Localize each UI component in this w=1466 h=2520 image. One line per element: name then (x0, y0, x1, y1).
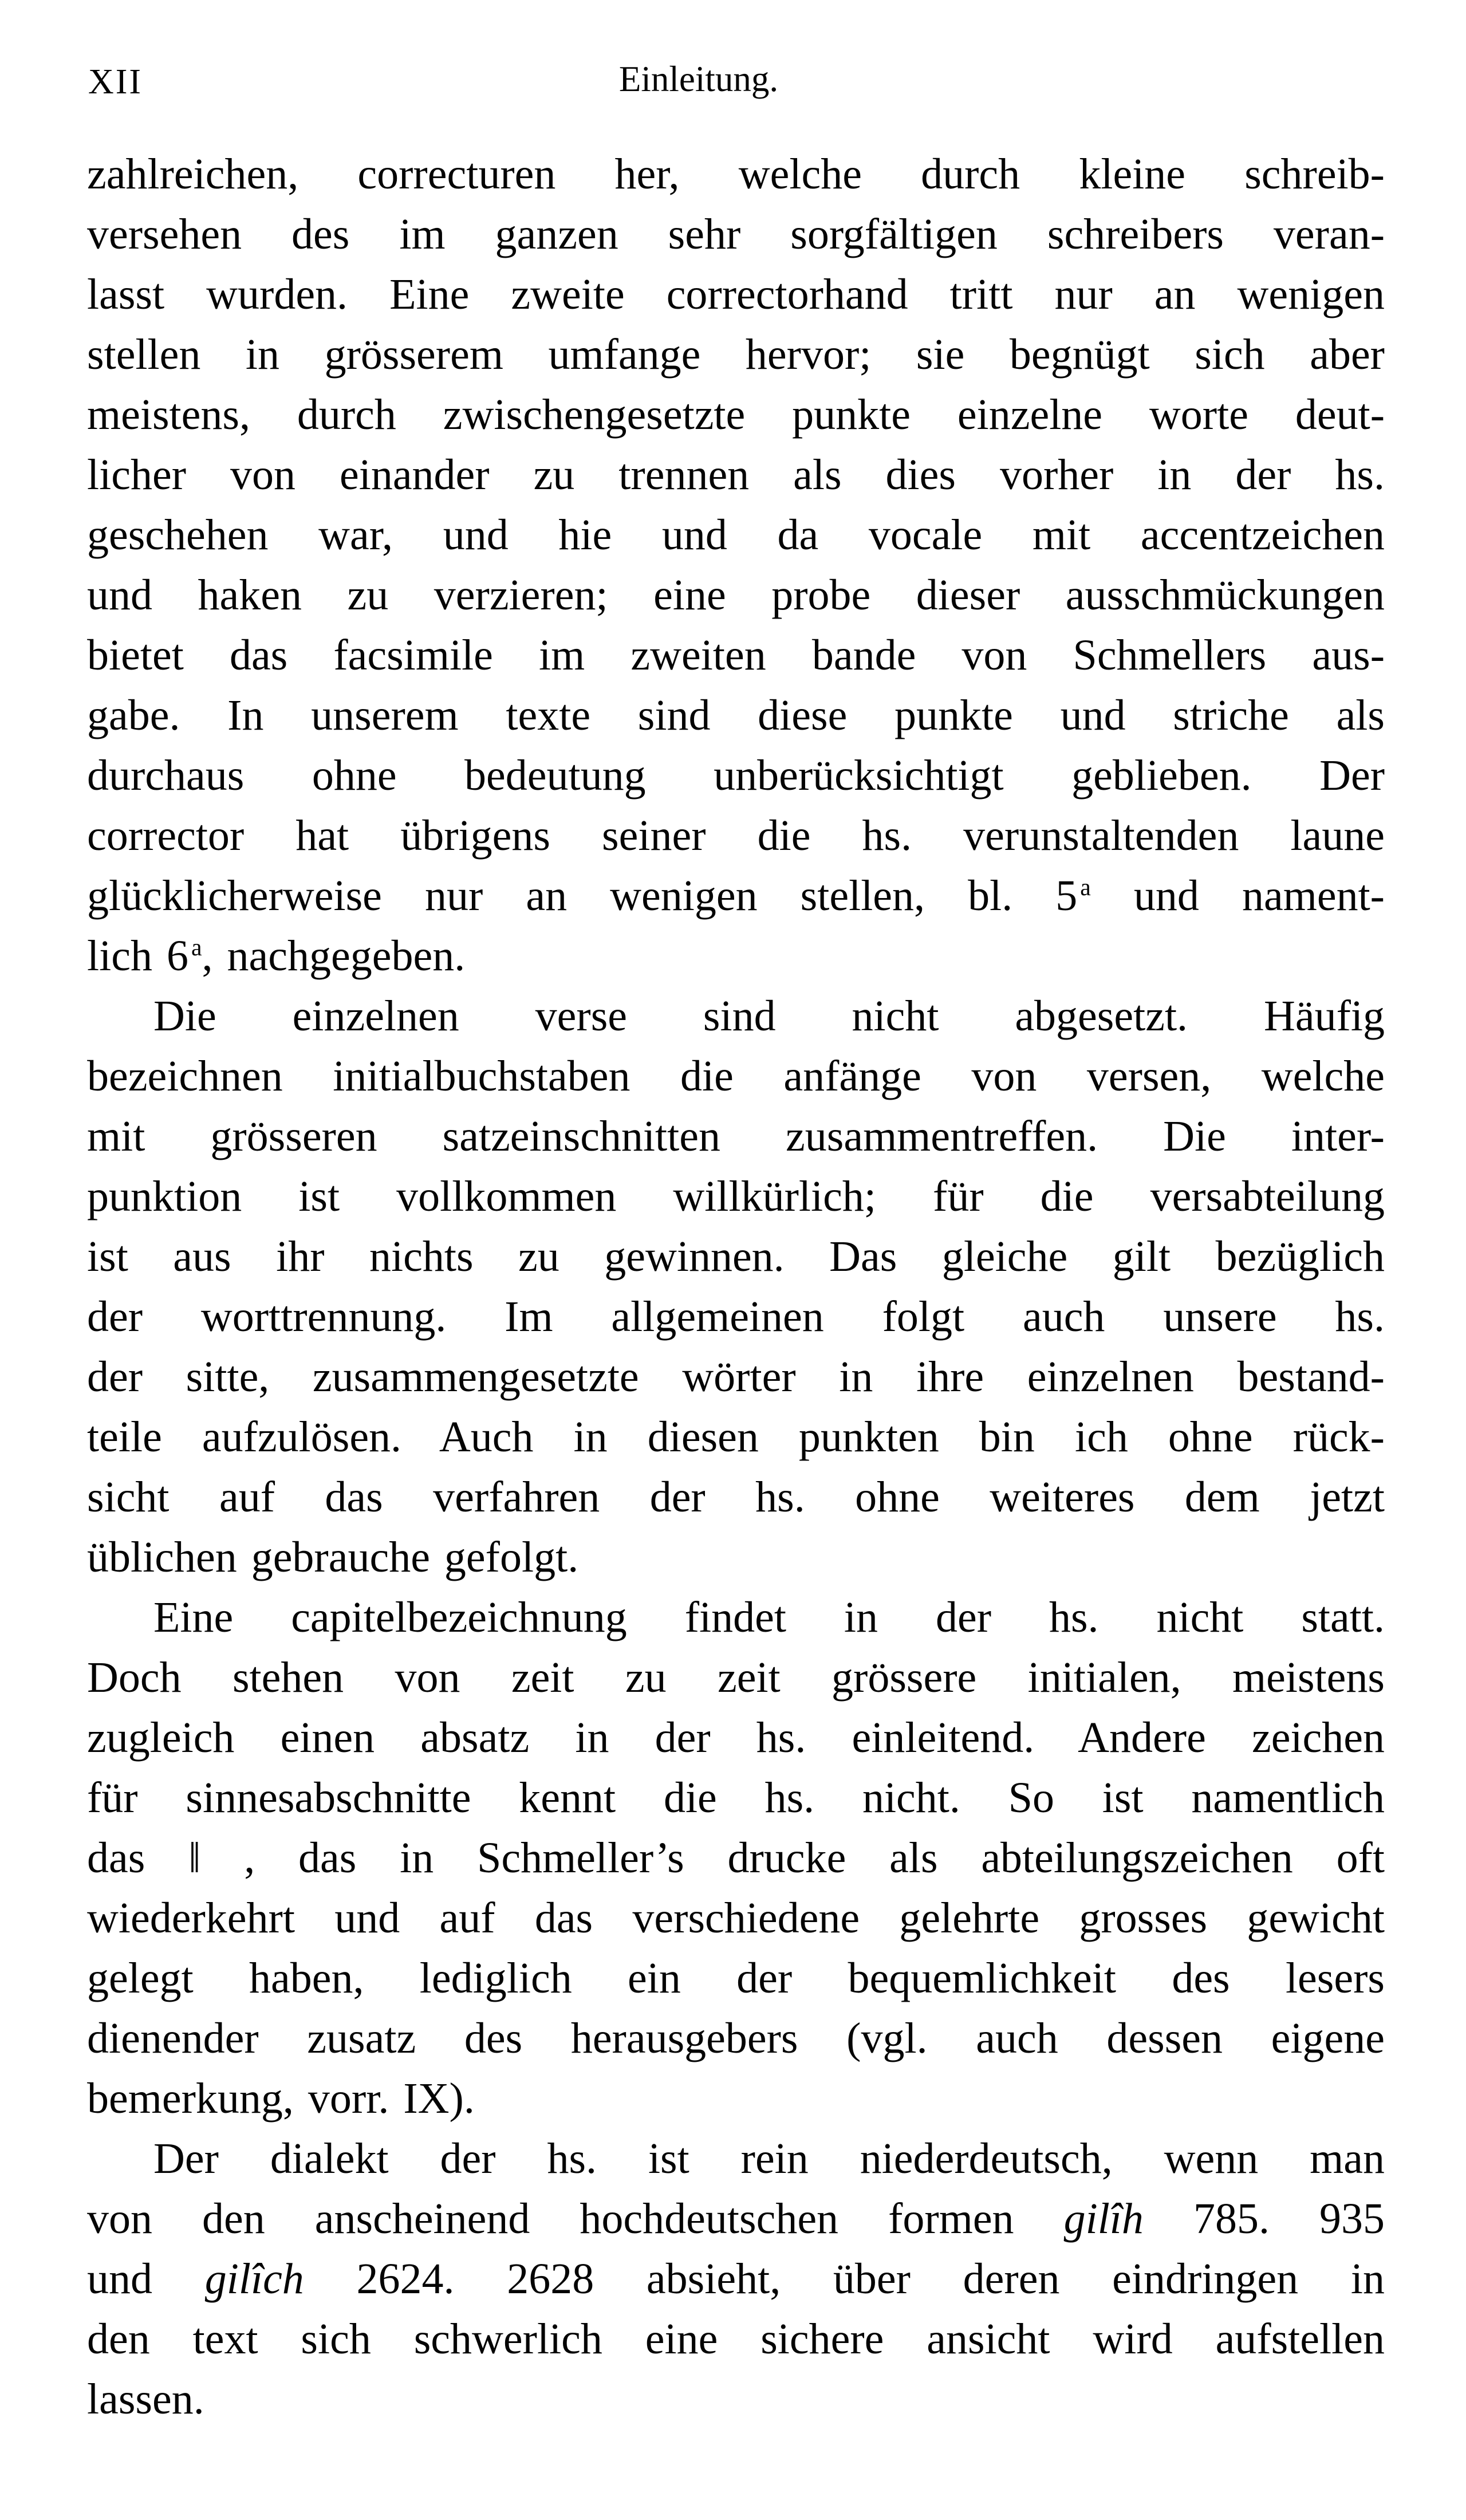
text-line (87, 806, 1385, 866)
text-line (87, 1708, 1385, 1768)
text-segment: bietet das facsimile im zweiten bande von Schmellers aus- (87, 631, 1385, 679)
text-line (87, 1888, 1385, 1948)
text-line (87, 505, 1385, 565)
superscript-folio-letter: a (1080, 874, 1091, 901)
text-segment: mit grösseren satzeinschnitten zusammentreffen. Die inter- (87, 1112, 1385, 1160)
text-line (87, 2369, 1385, 2430)
text-segment: wiederkehrt und auf das verschiedene gelehrte grosses gewicht (87, 1894, 1385, 1942)
text-line (87, 2309, 1385, 2369)
page-number: XII (88, 62, 143, 101)
text-line (87, 445, 1385, 505)
text-segment: 785. 935 (1143, 2195, 1385, 2243)
text-segment: und nament- (1090, 872, 1385, 920)
text-segment: Doch stehen von zeit zu zeit grössere initialen, meistens (87, 1653, 1385, 1702)
text-segment: stellen in grösserem umfange hervor; sie begnügt sich aber (87, 330, 1385, 379)
cited-word-italic: gilîh (1063, 2195, 1144, 2243)
text-segment: zugleich einen absatz in der hs. einleitend. Andere zeichen (87, 1714, 1385, 1762)
text-segment: lich 6 (87, 932, 188, 980)
text-segment: das ‖ , das in Schmeller’s drucke als abteilungszeichen oft (87, 1834, 1385, 1882)
text-line (87, 1407, 1385, 1467)
text-line (87, 2189, 1385, 2249)
text-line (87, 926, 1385, 986)
text-line (87, 1167, 1385, 1227)
text-line (87, 1107, 1385, 1167)
text-line (87, 1828, 1385, 1888)
text-segment: Eine capitelbezeichnung findet in der hs. nicht statt. (153, 1593, 1385, 1641)
text-segment: , nachgegeben. (202, 932, 466, 980)
running-title: Einleitung. (618, 59, 779, 99)
text-line (87, 1768, 1385, 1828)
text-line (87, 1588, 1385, 1648)
text-segment: teile aufzulösen. Auch in diesen punkten bin ich ohne rück- (87, 1413, 1385, 1461)
text-segment: versehen des im ganzen sehr sorgfältigen schreibers veran- (87, 210, 1385, 258)
text-line (87, 1467, 1385, 1527)
text-line (87, 1948, 1385, 2009)
text-segment: corrector hat übrigens seiner die hs. verunstaltenden laune (87, 812, 1385, 860)
text-segment: der sitte, zusammengesetzte wörter in ihre einzelnen bestand- (87, 1353, 1385, 1401)
text-line (87, 204, 1385, 265)
text-segment: geschehen war, und hie und da vocale mit accentzeichen (87, 511, 1385, 559)
text-segment: gelegt haben, lediglich ein der bequemlichkeit des lesers (87, 1954, 1385, 2002)
text-line (87, 1648, 1385, 1708)
text-segment: punktion ist vollkommen willkürlich; für die versabteilung (87, 1172, 1385, 1220)
paragraph (87, 2129, 1385, 2430)
text-segment: Der dialekt der hs. ist rein niederdeutsch, wenn man (153, 2135, 1385, 2183)
text-line (87, 625, 1385, 686)
text-segment: meistens, durch zwischengesetzte punkte einzelne worte deut- (87, 391, 1385, 439)
text-line (87, 265, 1385, 325)
text-line (87, 686, 1385, 746)
text-line (87, 2069, 1385, 2129)
text-segment: zahlreichen, correcturen her, welche durch kleine schreib- (87, 150, 1385, 198)
text-segment: und (87, 2255, 205, 2303)
text-segment: sicht auf das verfahren der hs. ohne weiteres dem jetzt (87, 1473, 1385, 1521)
text-line (87, 986, 1385, 1046)
text-line (87, 866, 1385, 926)
text-segment: durchaus ohne bedeutung unberücksichtigt geblieben. Der (87, 751, 1385, 800)
text-line (87, 144, 1385, 204)
text-line (87, 2249, 1385, 2309)
text-segment: lassen. (87, 2375, 204, 2423)
text-segment: 2624. 2628 absieht, über deren eindringen in (304, 2255, 1385, 2303)
text-segment: den text sich schwerlich eine sichere ansicht wird aufstellen (87, 2315, 1385, 2363)
paragraph (87, 986, 1385, 1588)
text-segment: üblichen gebrauche gefolgt. (87, 1533, 579, 1581)
text-line (87, 2129, 1385, 2189)
text-line (87, 1527, 1385, 1588)
text-line (87, 1046, 1385, 1107)
text-segment: ist aus ihr nichts zu gewinnen. Das gleiche gilt bezüglich (87, 1233, 1385, 1281)
text-segment: dienender zusatz des herausgebers (vgl. auch dessen eigene (87, 2014, 1385, 2062)
text-segment: licher von einander zu trennen als dies vorher in der hs. (87, 451, 1385, 499)
text-segment: von den anscheinend hochdeutschen formen (87, 2195, 1064, 2243)
paragraph (87, 144, 1385, 986)
cited-word-italic: gilîch (204, 2255, 304, 2303)
text-line (87, 2009, 1385, 2069)
text-line (87, 746, 1385, 806)
text-line (87, 325, 1385, 385)
text-segment: Die einzelnen verse sind nicht abgesetzt. Häufig (153, 992, 1385, 1040)
text-segment: gabe. In unserem texte sind diese punkte und striche als (87, 691, 1385, 739)
text-segment: glücklicherweise nur an wenigen stellen, bl. 5 (87, 872, 1078, 920)
text-line (87, 1347, 1385, 1407)
superscript-folio-letter: a (191, 934, 202, 961)
text-segment: bemerkung, vorr. IX). (87, 2074, 475, 2123)
text-line (87, 1227, 1385, 1287)
text-line (87, 385, 1385, 445)
text-body (87, 144, 1385, 2430)
paragraph (87, 1588, 1385, 2129)
text-segment: bezeichnen initialbuchstaben die anfänge von versen, welche (87, 1052, 1385, 1100)
text-segment: der worttrennung. Im allgemeinen folgt auch unsere hs. (87, 1293, 1385, 1341)
page-header (87, 53, 1385, 116)
text-segment: lasst wurden. Eine zweite correctorhand tritt nur an wenigen (87, 270, 1385, 318)
text-segment: und haken zu verzieren; eine probe dieser ausschmückungen (87, 571, 1385, 619)
text-segment: für sinnesabschnitte kennt die hs. nicht. So ist namentlich (87, 1774, 1385, 1822)
text-line (87, 1287, 1385, 1347)
text-line (87, 565, 1385, 625)
